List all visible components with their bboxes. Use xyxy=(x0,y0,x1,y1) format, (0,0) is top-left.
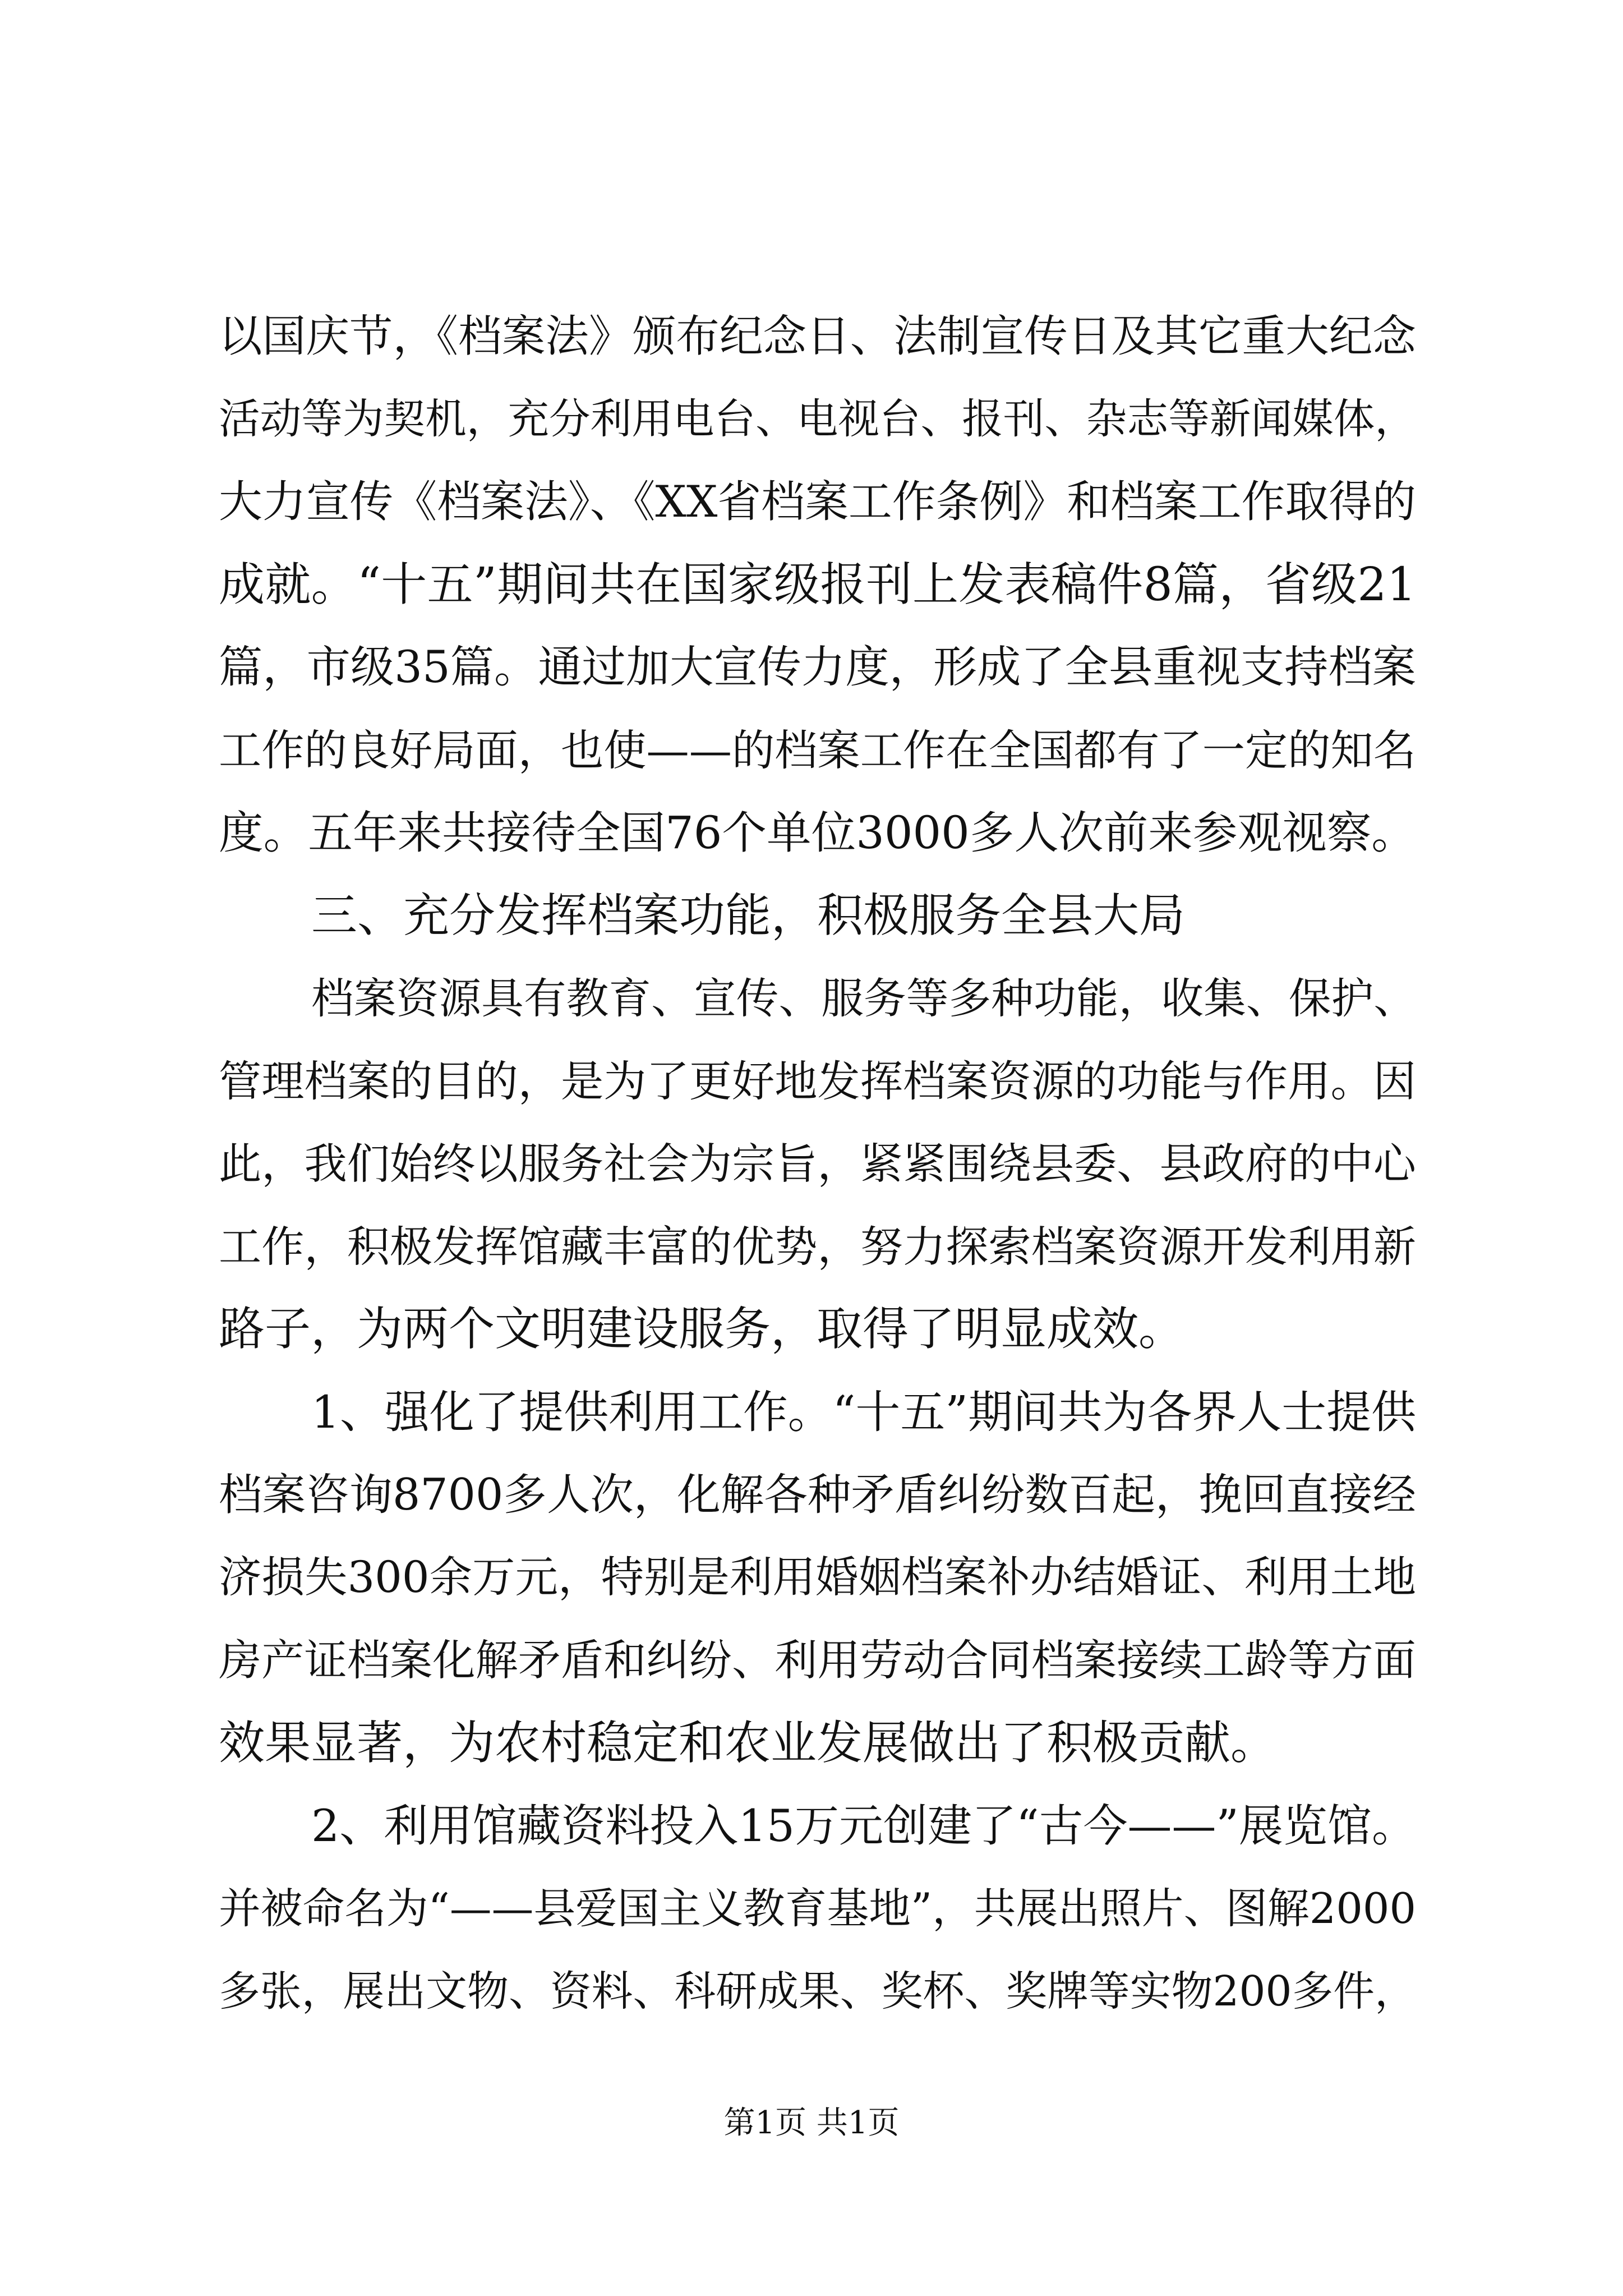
section-heading xyxy=(0,871,1623,961)
text-line-5 xyxy=(0,623,1623,712)
line-text: 此，我们始终以服务社会为宗旨，紧紧围绕县委、县政府的中心 xyxy=(219,1139,1417,1189)
line-text: 工作的良好局面，也使——的档案工作在全国都有了一定的知名 xyxy=(219,725,1417,775)
line-text: 济损失300余万元，特别是利用婚姻档案补办结婚证、利用土地 xyxy=(219,1553,1417,1603)
line-text: 效果显著，为农村稳定和农业发展做出了积极贡献。 xyxy=(219,1717,1277,1770)
text-line-20 xyxy=(0,1864,1623,1954)
text-line-18 xyxy=(0,1699,1623,1788)
line-text: 路子，为两个文明建设服务，取得了明显成效。 xyxy=(219,1303,1185,1356)
line-text: 篇，市级35篇。通过加大宣传力度，形成了全县重视支持档案 xyxy=(219,642,1417,693)
heading-text: 三、充分发挥档案功能，积极服务全县大局 xyxy=(311,889,1186,942)
line-text: 1、强化了提供利用工作。“十五”期间共为各界人士提供 xyxy=(311,1386,1417,1438)
text-line-14 xyxy=(0,1368,1623,1457)
text-line-9 xyxy=(0,954,1623,1043)
line-text: 以国庆节，《档案法》颁布纪念日、法制宣传日及其它重大纪念 xyxy=(219,311,1417,362)
text-line-4 xyxy=(0,540,1623,630)
line-text: 并被命名为“——县爱国主义教育基地”，共展出照片、图解2000 xyxy=(219,1884,1417,1933)
text-line-11 xyxy=(0,1119,1623,1209)
text-line-10 xyxy=(0,1037,1623,1126)
line-text: 度。五年来共接待全国76个单位3000多人次前来参观视察。 xyxy=(219,807,1416,859)
text-line-2 xyxy=(0,375,1623,464)
text-line-17 xyxy=(0,1616,1623,1705)
page-footer: 第1页 共1页 xyxy=(723,2105,900,2141)
text-line-7 xyxy=(0,788,1623,878)
line-text: 档案咨询8700多人次，化解各种矛盾纠纷数百起，挽回直接经 xyxy=(219,1470,1417,1520)
line-text: 2、利用馆藏资料投入15万元创建了“古今——”展览馆。 xyxy=(311,1800,1417,1852)
text-line-15 xyxy=(0,1450,1623,1540)
line-text: 档案资源具有教育、宣传、服务等多种功能，收集、保护、 xyxy=(311,974,1417,1023)
line-text: 活动等为契机，充分利用电台、电视台、报刊、杂志等新闻媒体， xyxy=(219,395,1417,443)
text-line-12 xyxy=(0,1202,1623,1292)
line-text: 成就。“十五”期间共在国家级报刊上发表稿件8篇，省级21 xyxy=(219,558,1417,611)
text-line-13 xyxy=(0,1285,1623,1374)
line-text: 房产证档案化解矛盾和纠纷、利用劳动合同档案接续工龄等方面 xyxy=(219,1635,1417,1685)
line-text: 大力宣传《档案法》、《XX省档案工作条例》和档案工作取得的 xyxy=(219,477,1417,527)
line-text: 多张，展出文物、资料、科研成果、奖杯、奖牌等实物200多件， xyxy=(219,1967,1416,2016)
text-line-1 xyxy=(0,292,1623,381)
text-line-6 xyxy=(0,706,1623,795)
text-line-16 xyxy=(0,1533,1623,1623)
text-line-19 xyxy=(0,1781,1623,1871)
line-text: 工作，积极发挥馆藏丰富的优势，努力探索档案资源开发利用新 xyxy=(219,1222,1417,1272)
text-line-3 xyxy=(0,457,1623,547)
text-line-21 xyxy=(0,1947,1623,2036)
line-text: 管理档案的目的，是为了更好地发挥档案资源的功能与作用。因 xyxy=(219,1056,1417,1106)
